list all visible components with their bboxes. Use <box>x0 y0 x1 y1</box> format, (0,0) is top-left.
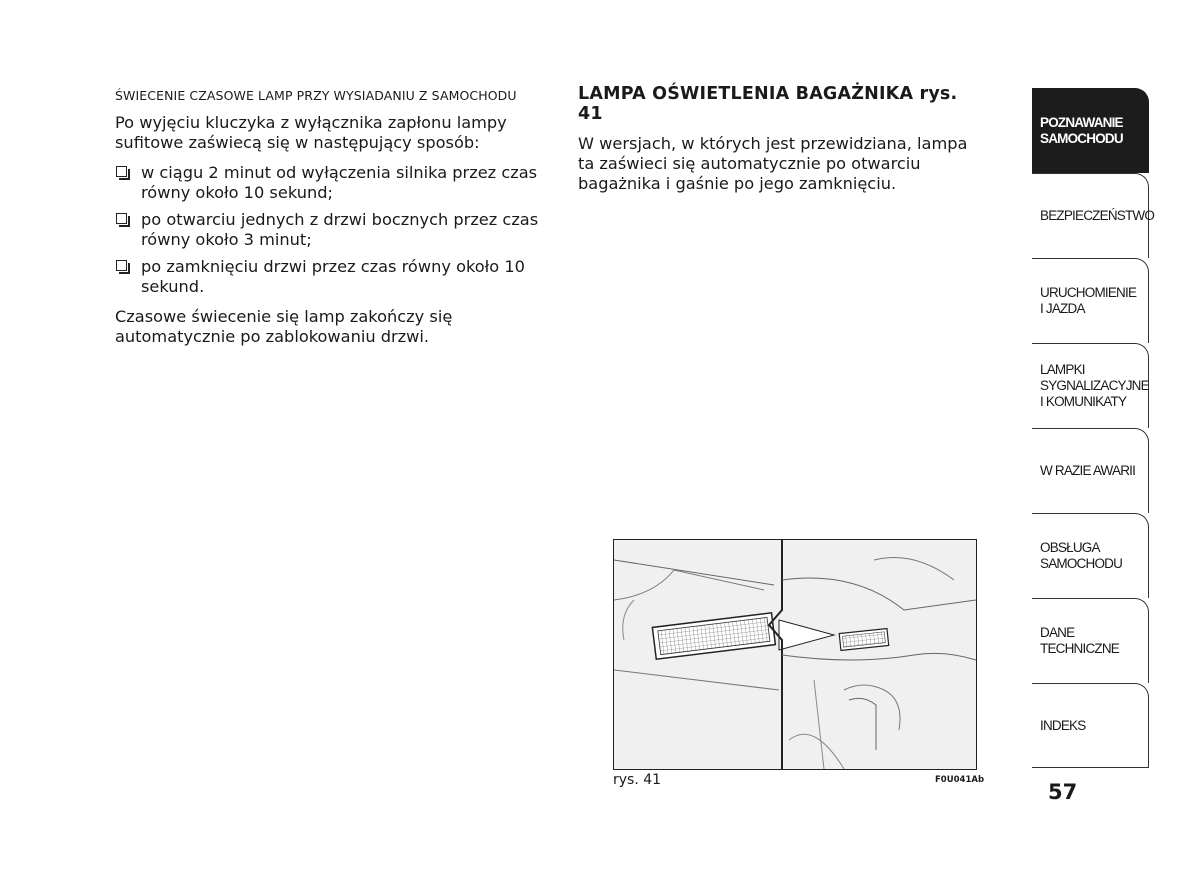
figure-code: F0U041Ab <box>935 775 985 785</box>
list-item-text: po zamknięciu drzwi przez czas równy około 10 sekund. <box>141 257 525 296</box>
checkbox-bullet-icon <box>116 166 127 177</box>
figure-caption: rys. 41 <box>613 772 662 788</box>
intro-paragraph: Po wyjęciu kluczyka z wyłącznika zapłonu lampy sufitowe zaświecą się w następujący sposób: <box>115 113 507 152</box>
list-item-text: po otwarciu jednych z drzwi bocznych przez czas równy około 3 minut; <box>141 210 539 249</box>
tab-lampki-sygnalizacyjne[interactable]: LAMPKI SYGNALIZACYJNE I KOMUNIKATY <box>1032 343 1149 428</box>
list-item <box>115 210 565 250</box>
tab-bezpieczenstwo[interactable]: BEZPIECZEŃSTWO <box>1032 173 1149 258</box>
closing-paragraph: Czasowe świecenie się lamp zakończy się automatycznie po zablokowaniu drzwi. <box>115 307 453 346</box>
checkbox-bullet-icon <box>116 213 127 224</box>
tab-indeks[interactable]: INDEKS <box>1032 683 1149 768</box>
section-heading: LAMPA OŚWIETLENIA BAGAŻNIKA rys. 41 <box>578 84 958 124</box>
tab-w-razie-awarii[interactable]: W RAZIE AWARII <box>1032 428 1149 513</box>
tab-poznawanie-samochodu[interactable]: POZNAWANIE SAMOCHODU <box>1032 88 1149 173</box>
trunk-lamp-illustration <box>613 539 977 770</box>
list-item <box>115 257 565 297</box>
checkbox-bullet-icon <box>116 260 127 271</box>
list-item <box>115 163 565 203</box>
page-number: 57 <box>1048 780 1078 804</box>
illustration-drawing <box>614 540 976 769</box>
tab-uruchomienie-i-jazda[interactable]: URUCHOMIENIE I JAZDA <box>1032 258 1149 343</box>
list-item-text: w ciągu 2 minut od wyłączenia silnika przez czas równy około 10 sekund; <box>141 163 538 202</box>
right-column <box>578 84 988 204</box>
chapter-tabs <box>1032 88 1155 768</box>
bullet-list <box>115 163 565 297</box>
tab-obsluga-samochodu[interactable]: OBSŁUGA SAMOCHODU <box>1032 513 1149 598</box>
tab-dane-techniczne[interactable]: DANE TECHNICZNE <box>1032 598 1149 683</box>
body-paragraph: W wersjach, w których jest przewidziana, lampa ta zaświeci się automatycznie po otwarciu bagażnika i gaśnie po jego zamknięciu. <box>578 134 968 193</box>
section-title: ŚWIECENIE CZASOWE LAMP PRZY WYSIADANIU Z SAMOCHODU <box>115 88 517 103</box>
left-column <box>115 88 565 357</box>
